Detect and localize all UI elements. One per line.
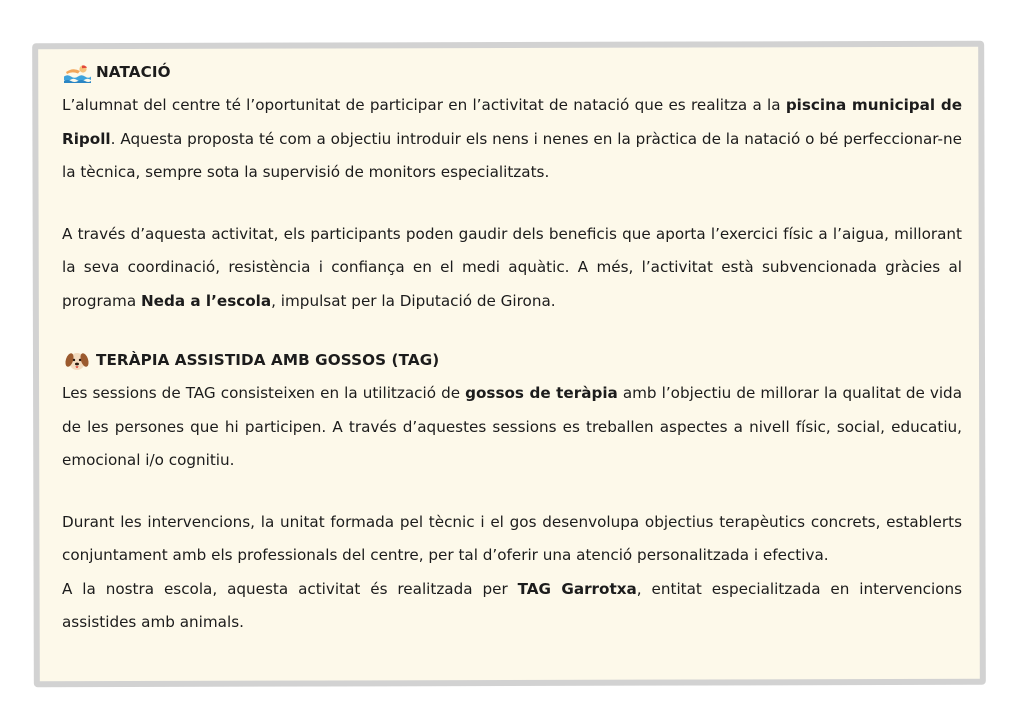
text-run: L’alumnat del centre té l’oportunitat de participar en l’activitat de natació que es realitza a la [62, 96, 786, 114]
section-heading-tag [62, 344, 962, 377]
tag-paragraph-3 [62, 573, 962, 640]
text-run: Les sessions de TAG consisteixen en la utilització de [62, 384, 466, 402]
bold-run: TAG Garrotxa [517, 579, 637, 598]
section-heading-natacio [62, 56, 962, 89]
section-tag [62, 344, 962, 640]
text-run: A través d’aquesta activitat, els participants poden gaudir dels beneficis que aporta l’exercici físic a l’aigua, millorant la seva coordinació, resistència i confiança en el medi aquàtic. A més, l’activitat està subvencionada gràcies al programa [62, 224, 962, 310]
section-natacio [62, 56, 962, 318]
text-run: , entitat especialitzada en intervencions assistides amb animals. [62, 579, 963, 631]
natacio-paragraph-2 [62, 218, 962, 319]
tag-paragraph-1 [62, 377, 962, 478]
tag-paragraph-2: Durant les intervencions, la unitat formada pel tècnic i el gos desenvolupa objectius terapèutics concrets, establerts conjuntament amb els professionals del centre, per tal d’oferir una atenció personalitzada i efectiva. [62, 512, 962, 564]
text-run: amb l’objectiu de millorar la qualitat de vida de les persones que hi participen. A través d’aquestes sessions es treballen aspectes a nivell físic, social, educatiu, emocional i/o cognitiu. [62, 384, 962, 469]
section-title-natacio: NATACIÓ [96, 62, 171, 81]
dog-face-icon [62, 349, 92, 373]
text-run: A la nostra escola, aquesta activitat és realitzada per [62, 579, 518, 598]
text-run: . Aquesta proposta té com a objectiu introduir els nens i nenes en la pràctica de la natació o bé perfeccionar-ne la tècnica, sempre sota la supervisió de monitors especialitzats. [62, 129, 962, 181]
content [62, 56, 962, 640]
swimmer-icon [62, 61, 92, 85]
natacio-paragraph-1 [62, 89, 962, 190]
bold-run: Neda a l’escola [140, 291, 272, 310]
text-run: , impulsat per la Diputació de Girona. [271, 291, 556, 310]
bold-run: piscina municipal de Ripoll [62, 96, 962, 148]
bold-run: gossos de teràpia [465, 384, 618, 402]
section-title-tag: TERÀPIA ASSISTIDA AMB GOSSOS (TAG) [96, 350, 440, 369]
